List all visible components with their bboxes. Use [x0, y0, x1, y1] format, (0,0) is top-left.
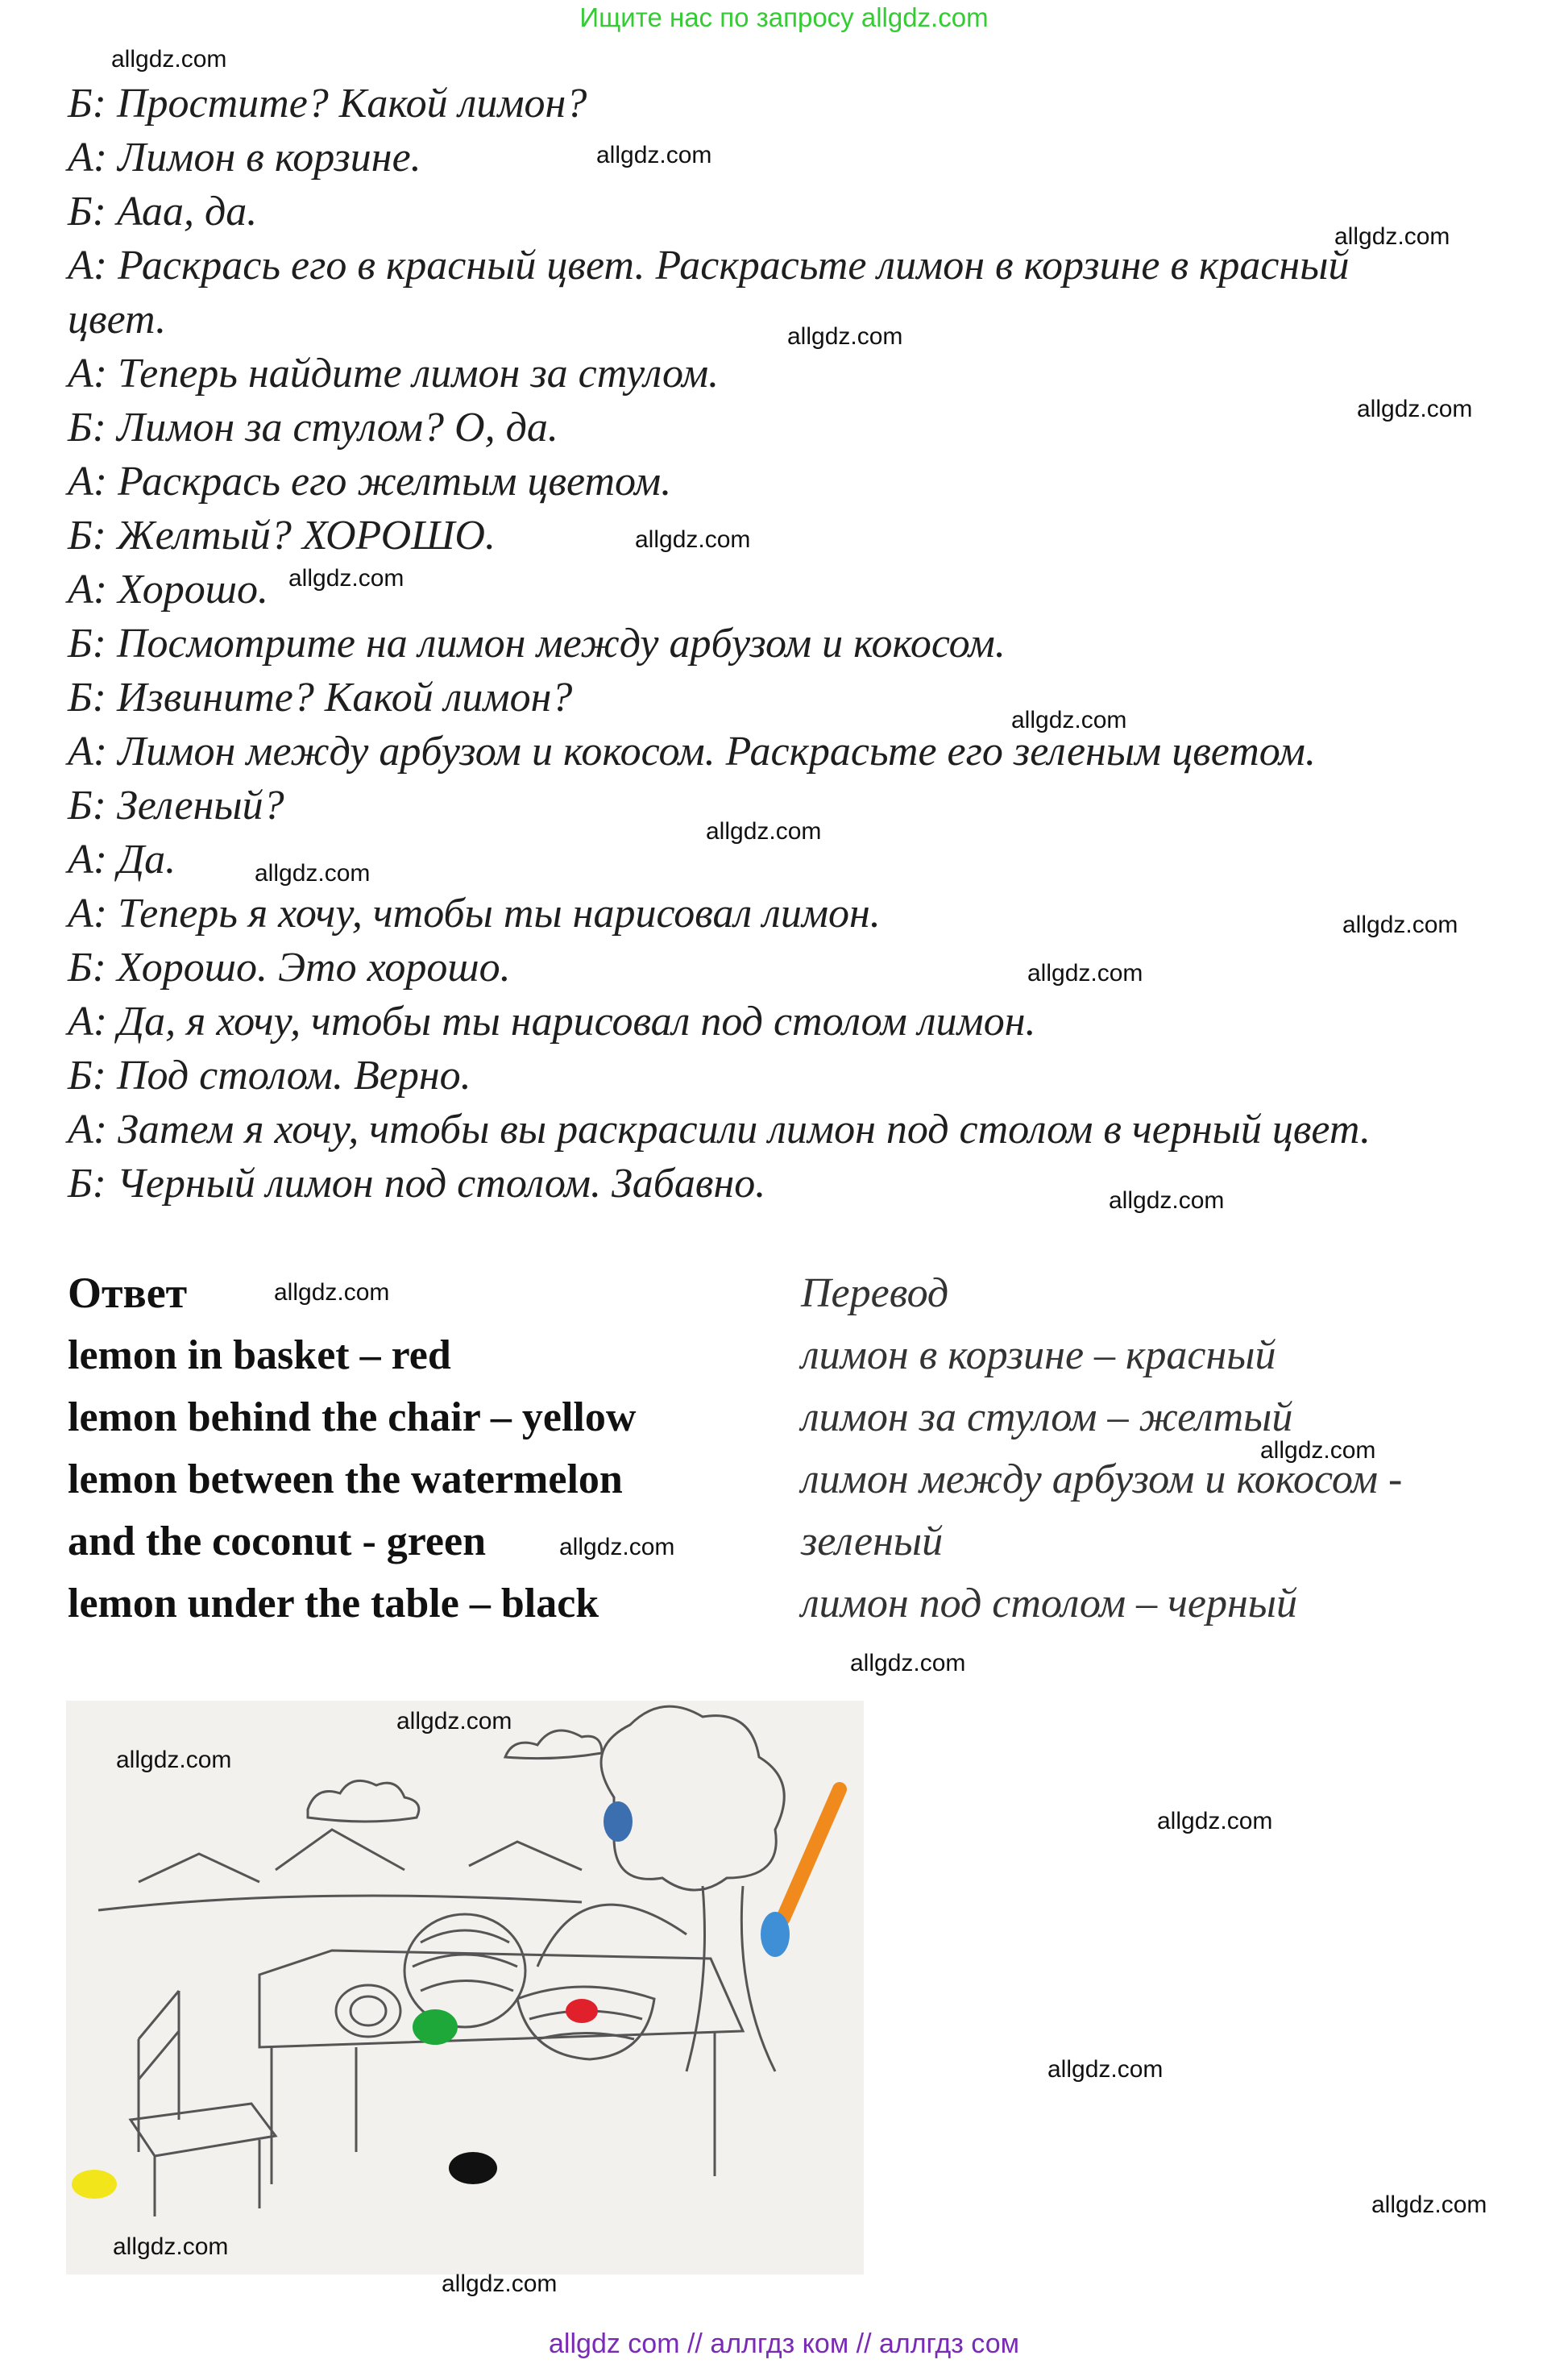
watermark: allgdz.com	[1342, 912, 1458, 938]
chair-leg	[155, 2140, 259, 2216]
coconut	[336, 1985, 400, 2037]
top-banner: Ищите нас по запросу allgdz.com	[579, 2, 989, 32]
dialogue-line: А: Раскрась его в красный цвет. Раскрасьте лимон в корзине в красный цвет.	[68, 243, 1350, 343]
watermark: allgdz.com	[1109, 1187, 1225, 1214]
watermark: allgdz.com	[1027, 960, 1143, 987]
dialogue-line: Б: Зеленый?	[68, 783, 284, 829]
dialogue	[68, 77, 1534, 1211]
answer-line: lemon under the table – black	[68, 1581, 599, 1626]
paintbrush-tip	[761, 1912, 790, 1957]
table	[259, 1950, 743, 2047]
mountain	[139, 1854, 259, 1882]
translation-line: лимон под столом – черный	[801, 1581, 1298, 1626]
dialogue-line: Б: Извините? Какой лимон?	[68, 675, 573, 721]
dialogue-line: А: Лимон между арбузом и кокосом. Раскрасьте его зеленым цветом.	[68, 729, 1316, 775]
translation-column	[801, 1262, 1542, 1635]
chair-lemon	[72, 2170, 117, 2199]
ground-line	[98, 1896, 582, 1910]
watermark: allgdz.com	[1357, 396, 1473, 422]
coconut-inner	[351, 1996, 386, 2025]
watermark: allgdz.com	[113, 2233, 229, 2260]
dialogue-line: А: Теперь я хочу, чтобы ты нарисовал лимон.	[68, 891, 881, 937]
basket	[517, 1987, 654, 2059]
watermark: allgdz.com	[596, 142, 712, 168]
translation-line: лимон в корзине – красный	[801, 1332, 1276, 1378]
watermark: allgdz.com	[442, 2270, 558, 2297]
translation-line: лимон между арбузом и кокосом -	[801, 1456, 1403, 1502]
answer-line: and the coconut - green	[68, 1518, 487, 1564]
watermark: allgdz.com	[635, 526, 751, 553]
paintbrush-handle	[783, 1789, 840, 1918]
basket-lemon	[566, 1999, 598, 2023]
watermark: allgdz.com	[288, 565, 404, 592]
tree-trunk	[687, 1886, 775, 2071]
mountain	[276, 1830, 404, 1870]
dialogue-line: А: Да, я хочу, чтобы ты нарисовал под столом лимон.	[68, 999, 1036, 1045]
watermark: allgdz.com	[396, 1708, 512, 1734]
watermark: allgdz.com	[787, 323, 903, 350]
watermark: allgdz.com	[1371, 2191, 1487, 2218]
watermark: allgdz.com	[706, 818, 822, 845]
tree	[601, 1706, 784, 1890]
watermark: allgdz.com	[1011, 707, 1127, 733]
dialogue-line: А: Раскрась его желтым цветом.	[68, 459, 672, 505]
watermark: allgdz.com	[1157, 1808, 1273, 1834]
watermark: allgdz.com	[274, 1279, 390, 1306]
tree-lemon	[604, 1801, 633, 1842]
dialogue-line: А: Лимон в корзине.	[68, 135, 421, 181]
dialogue-line: А: Да.	[68, 837, 176, 883]
dialogue-line: Б: Черный лимон под столом. Забавно.	[68, 1161, 766, 1207]
watermark: allgdz.com	[559, 1534, 675, 1560]
dialogue-line: Б: Посмотрите на лимон между арбузом и кокосом.	[68, 621, 1006, 667]
answer-line: lemon in basket – red	[68, 1332, 451, 1378]
mountain	[469, 1842, 582, 1870]
dialogue-line: Б: Простите? Какой лимон?	[68, 81, 587, 127]
table-lemon	[449, 2152, 497, 2184]
answer-heading: Ответ	[68, 1269, 188, 1317]
dialogue-line: Б: Ааа, да.	[68, 189, 258, 235]
watermark: allgdz.com	[1260, 1437, 1376, 1464]
watermark: allgdz.com	[1334, 223, 1450, 250]
dialogue-line: А: Хорошо.	[68, 567, 269, 613]
watermark: allgdz.com	[116, 1747, 232, 1773]
watermark: allgdz.com	[255, 860, 371, 887]
watermark: allgdz.com	[1047, 2056, 1164, 2083]
translation-line: зеленый	[801, 1518, 944, 1564]
dialogue-line: Б: Лимон за стулом? О, да.	[68, 405, 558, 451]
dialogue-line: Б: Желтый? ХОРОШО.	[68, 513, 496, 559]
chair-seat	[131, 2104, 276, 2156]
answer-line: lemon behind the chair – yellow	[68, 1394, 637, 1440]
answer-column	[68, 1262, 793, 1635]
footer: allgdz com // аллгдз ком // аллгдз сом	[549, 2329, 1019, 2359]
watermelon-stripes	[413, 1930, 517, 1991]
coloring-illustration	[66, 1701, 864, 2275]
cloud	[505, 1730, 602, 1759]
cloud	[308, 1780, 419, 1822]
watermark: allgdz.com	[850, 1650, 966, 1676]
between-lemon	[413, 2009, 458, 2045]
dialogue-line: Б: Хорошо. Это хорошо.	[68, 945, 511, 991]
dialogue-line: А: Затем я хочу, чтобы вы раскрасили лимон под столом в черный цвет.	[68, 1107, 1371, 1153]
watermark: allgdz.com	[111, 46, 227, 73]
chair	[139, 1991, 179, 2152]
answer-line: lemon between the watermelon	[68, 1456, 623, 1502]
translation-heading: Перевод	[801, 1270, 949, 1316]
translation-line: лимон за стулом – желтый	[801, 1394, 1293, 1440]
dialogue-line: А: Теперь найдите лимон за стулом.	[68, 351, 720, 397]
dialogue-line: Б: Под столом. Верно.	[68, 1053, 471, 1099]
coloring-picture	[66, 1701, 864, 2275]
